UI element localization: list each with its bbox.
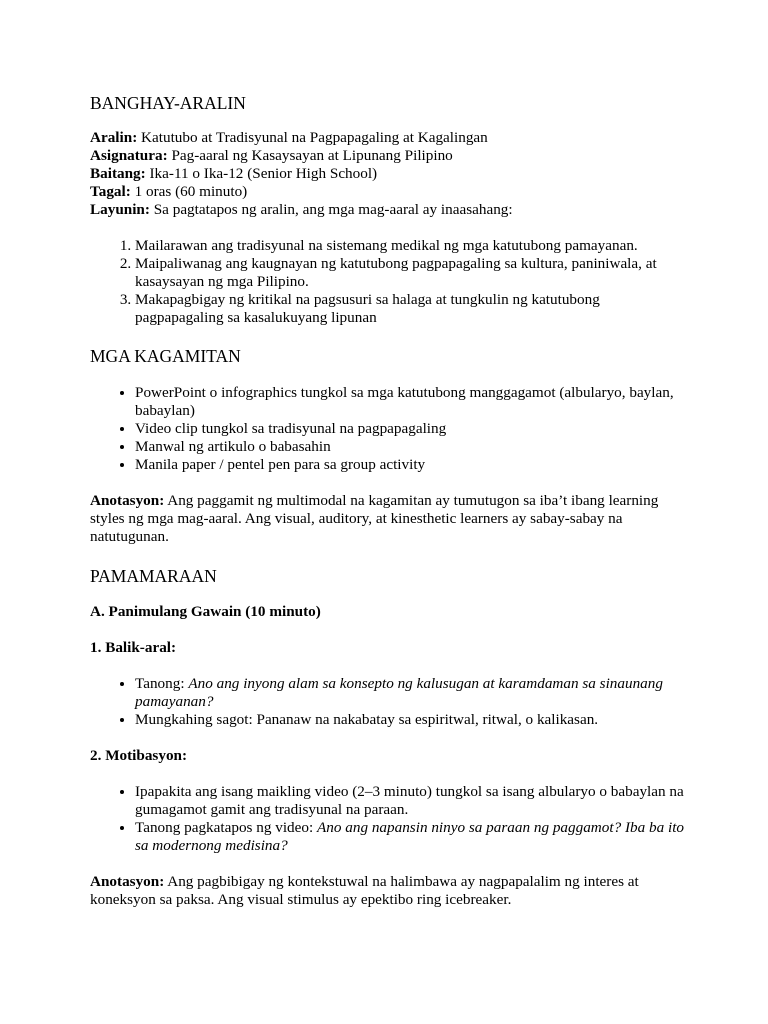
list-item: 3. Makapagbigay ng kritikal na pagsusuri sa halaga at tungkulin ng katutubong pagpapagaling sa kasalukuyang lipunan <box>135 291 690 327</box>
field-value: Katutubo at Tradisyunal na Pagpapagaling at Kagalingan <box>141 129 488 146</box>
motivation-heading-text: 2. Motibasyon: <box>90 747 188 764</box>
field-asignatura <box>90 147 690 165</box>
annotation-text: Ang pagbibigay ng kontekstuwal na halimbawa ay nagpapalalim ng interes at koneksyon sa paksa. Ang visual stimulus ay epektibo ring icebreaker. <box>90 873 639 908</box>
field-baitang <box>90 165 690 183</box>
field-value: Pag-aaral ng Kasaysayan at Lipunang Pilipino <box>171 147 453 164</box>
field-tagal <box>90 183 690 201</box>
materials-heading: MGA KAGAMITAN <box>90 346 241 366</box>
annotation-text: Ang paggamit ng multimodal na kagamitan ay tumutugon sa iba’t ibang learning styles ng mga mag-aaral. Ang visual, auditory, at kinesthetic learners ay sabay-sabay na natutugunan. <box>90 492 659 545</box>
field-value: Ika-11 o Ika-12 (Senior High School) <box>149 165 378 182</box>
procedure-subheading <box>90 603 690 621</box>
list-item: 1. Mailarawan ang tradisyunal na sistemang medikal ng mga katutubong pamayanan. <box>135 237 690 255</box>
field-value: 1 oras (60 minuto) <box>134 183 248 200</box>
list-item: • PowerPoint o infographics tungkol sa mga katutubong manggagamot (albularyo, baylan, babaylan) <box>135 384 690 420</box>
question-text: Ano ang inyong alam sa konsepto ng kalusugan at karamdaman sa sinaunang pamayanan? <box>135 675 663 710</box>
question-label: Tanong: <box>135 675 185 692</box>
field-label: Tagal: <box>90 183 131 200</box>
document-title: BANGHAY-ARALIN <box>90 93 246 113</box>
field-label: Aralin: <box>90 129 138 146</box>
list-item: • Ipapakita ang isang maikling video (2–3 minuto) tungkol sa isang albularyo o babaylan na gumagamot gamit ang tradisyunal na paraan. <box>135 783 690 819</box>
field-label: Baitang: <box>90 165 146 182</box>
field-label: Asignatura: <box>90 147 168 164</box>
question-text: Ano ang napansin ninyo sa paraan ng paggamot? Iba ba ito sa modernong medisina? <box>135 819 685 854</box>
question-label: Tanong pagkatapos ng video: <box>135 819 314 836</box>
motivation-heading <box>90 747 690 765</box>
procedure-heading: PAMAMARAAN <box>90 566 217 586</box>
review-heading-text: 1. Balik-aral: <box>90 639 177 656</box>
list-item: • Manila paper / pentel pen para sa group activity <box>135 456 690 474</box>
materials-annotation <box>90 492 690 546</box>
lesson-info <box>90 129 690 219</box>
field-label: Layunin: <box>90 201 150 218</box>
list-item <box>135 675 690 711</box>
list-item: • Manwal ng artikulo o babasahin <box>135 438 690 456</box>
annotation-label: Anotasyon: <box>90 492 165 509</box>
review-list <box>90 675 690 729</box>
annotation-label: Anotasyon: <box>90 873 165 890</box>
objectives-list <box>90 237 690 327</box>
list-item: • Mungkahing sagot: Pananaw na nakabatay sa espiritwal, ritwal, o kalikasan. <box>135 711 690 729</box>
subheading-text: A. Panimulang Gawain (10 minuto) <box>90 603 321 620</box>
list-item: • Video clip tungkol sa tradisyunal na pagpapagaling <box>135 420 690 438</box>
document-content <box>90 92 690 909</box>
field-value: Sa pagtatapos ng aralin, ang mga mag-aaral ay inaasahang: <box>153 201 513 218</box>
list-item: 2. Maipaliwanag ang kaugnayan ng katutubong pagpapagaling sa kultura, paniniwala, at kasaysayan ng mga Pilipino. <box>135 255 690 291</box>
review-heading <box>90 639 690 657</box>
field-layunin <box>90 201 690 219</box>
motivation-list <box>90 783 690 855</box>
procedure-annotation <box>90 873 690 909</box>
materials-list <box>90 384 690 474</box>
field-aralin <box>90 129 690 147</box>
list-item <box>135 819 690 855</box>
